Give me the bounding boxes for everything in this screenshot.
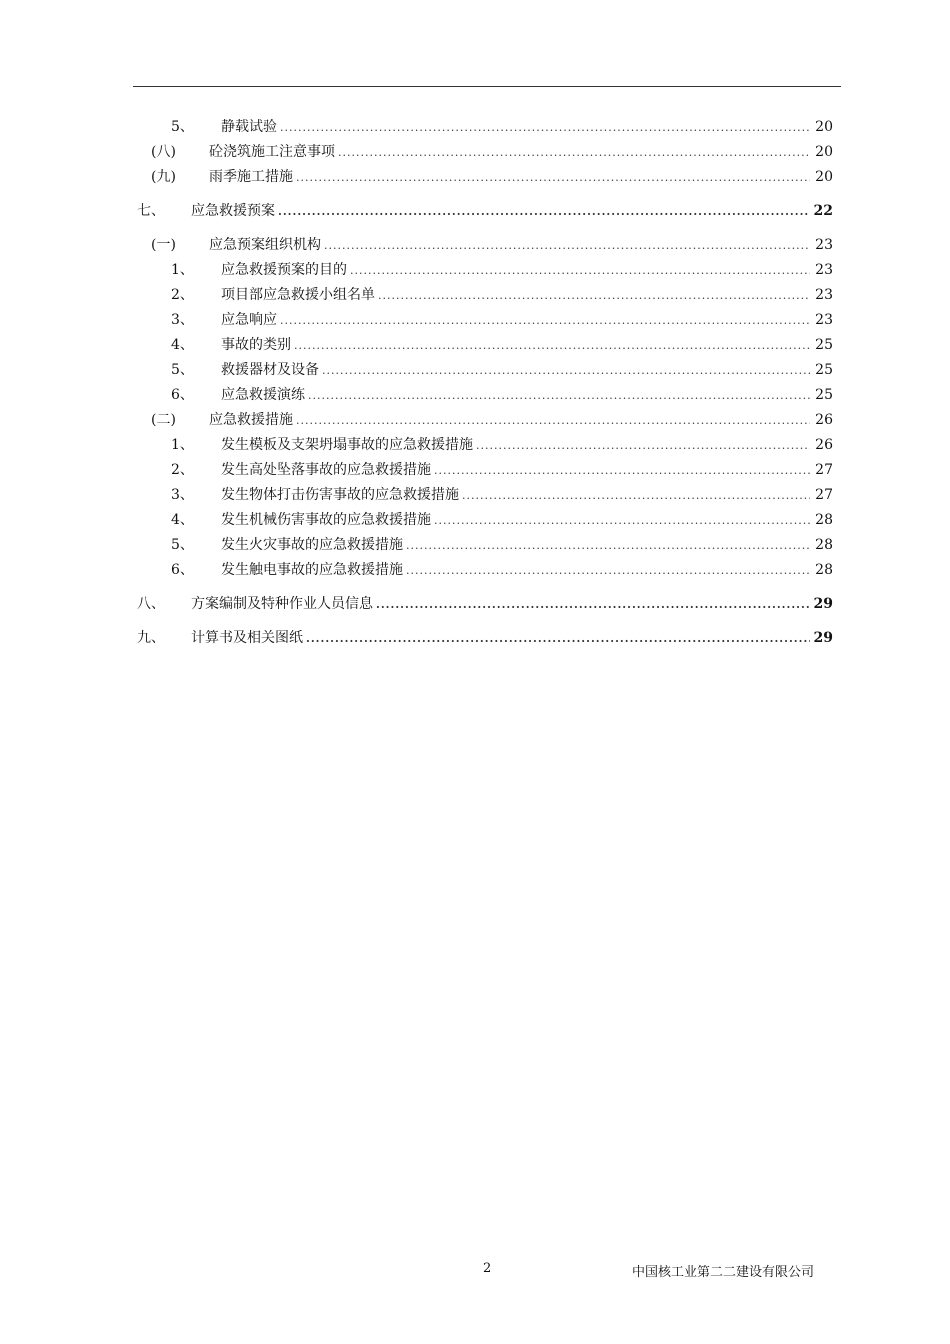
toc-entry[interactable] [133, 626, 833, 651]
toc-dot-leader [350, 258, 810, 283]
toc-entry-title: 计算书及相关图纸 [191, 630, 303, 646]
toc-entry-title: 发生火灾事故的应急救援措施 [221, 537, 403, 553]
toc-dot-leader [294, 333, 810, 358]
toc-dot-leader [406, 558, 810, 583]
toc-entry-number: 6、 [171, 387, 194, 403]
toc-entry[interactable] [133, 283, 833, 308]
toc-entry-page: 23 [815, 312, 833, 328]
toc-entry-page: 27 [815, 487, 833, 503]
toc-entry-title: 发生模板及支架坍塌事故的应急救援措施 [221, 437, 473, 453]
header-rule [133, 86, 841, 87]
toc-dot-leader [338, 140, 810, 165]
toc-dot-leader [322, 358, 810, 383]
toc-entry-page: 23 [815, 237, 833, 253]
toc-entry-number: (八) [151, 144, 176, 160]
toc-entry[interactable] [133, 558, 833, 583]
footer-page-number: 2 [483, 1261, 492, 1276]
toc-dot-leader [280, 115, 810, 140]
toc-entry[interactable] [133, 165, 833, 190]
toc-entry[interactable] [133, 508, 833, 533]
toc-entry-page: 29 [813, 630, 833, 646]
toc-entry-number: 3、 [171, 487, 194, 503]
toc-entry[interactable] [133, 308, 833, 333]
toc-dot-leader [324, 233, 810, 258]
toc-entry-title: 事故的类别 [221, 337, 291, 353]
toc-dot-leader [434, 508, 810, 533]
toc-entry-page: 23 [815, 287, 833, 303]
toc-entry-number: 1、 [171, 262, 194, 278]
toc-entry-title: 应急救援措施 [209, 412, 293, 428]
toc-dot-leader [434, 458, 810, 483]
toc-entry-title: 发生高处坠落事故的应急救援措施 [221, 462, 431, 478]
toc-entry-number: (九) [151, 169, 176, 185]
toc-entry-page: 20 [815, 144, 833, 160]
toc-entry-page: 20 [815, 119, 833, 135]
toc-entry[interactable] [133, 140, 833, 165]
toc-entry[interactable] [133, 592, 833, 617]
toc-dot-leader [376, 592, 810, 617]
toc-entry-page: 26 [815, 412, 833, 428]
toc-entry-title: 静载试验 [221, 119, 277, 135]
toc-entry[interactable] [133, 233, 833, 258]
toc-dot-leader [406, 533, 810, 558]
toc-entry-page: 25 [815, 337, 833, 353]
toc-entry-page: 29 [813, 596, 833, 612]
toc-dot-leader [296, 408, 810, 433]
toc-entry[interactable] [133, 199, 833, 224]
toc-entry[interactable] [133, 258, 833, 283]
toc-entry-title: 应急救援预案 [191, 203, 275, 219]
toc-dot-leader [378, 283, 810, 308]
toc-entry-number: 6、 [171, 562, 194, 578]
toc-entry[interactable] [133, 433, 833, 458]
toc-entry-number: 七、 [137, 203, 165, 219]
toc-entry-title: 砼浇筑施工注意事项 [209, 144, 335, 160]
toc-entry-number: 2、 [171, 287, 194, 303]
toc-entry-number: 八、 [137, 596, 165, 612]
toc-dot-leader [280, 308, 810, 333]
toc-entry-number: 2、 [171, 462, 194, 478]
toc-entry[interactable] [133, 115, 833, 140]
toc-entry-page: 28 [815, 537, 833, 553]
toc-dot-leader [278, 199, 810, 224]
toc-entry[interactable] [133, 533, 833, 558]
toc-entry-number: 4、 [171, 337, 194, 353]
toc-entry-number: 九、 [137, 630, 165, 646]
toc-entry-title: 项目部应急救援小组名单 [221, 287, 375, 303]
toc-entry-title: 发生触电事故的应急救援措施 [221, 562, 403, 578]
toc-entry-number: 4、 [171, 512, 194, 528]
toc-entry-page: 26 [815, 437, 833, 453]
footer-company-name: 中国核工业第二二建设有限公司 [632, 1265, 815, 1280]
toc-entry-number: 5、 [171, 119, 194, 135]
toc-entry-number: 3、 [171, 312, 194, 328]
toc-dot-leader [306, 626, 810, 651]
toc-entry-title: 应急预案组织机构 [209, 237, 321, 253]
toc-entry[interactable] [133, 333, 833, 358]
toc-dot-leader [308, 383, 810, 408]
toc-dot-leader [476, 433, 810, 458]
toc-entry-page: 23 [815, 262, 833, 278]
toc-entry-title: 救援器材及设备 [221, 362, 319, 378]
toc-entry-page: 27 [815, 462, 833, 478]
toc-entry[interactable] [133, 383, 833, 408]
toc-entry-page: 28 [815, 512, 833, 528]
toc-entry-page: 28 [815, 562, 833, 578]
toc-entry-title: 发生机械伤害事故的应急救援措施 [221, 512, 431, 528]
toc-entry[interactable] [133, 408, 833, 433]
toc-entry[interactable] [133, 483, 833, 508]
toc-entry-title: 雨季施工措施 [209, 169, 293, 185]
table-of-contents [133, 115, 833, 660]
toc-entry[interactable] [133, 358, 833, 383]
toc-entry-title: 应急救援演练 [221, 387, 305, 403]
toc-entry-number: (一) [151, 237, 176, 253]
toc-entry-title: 方案编制及特种作业人员信息 [191, 596, 373, 612]
toc-entry-number: 5、 [171, 362, 194, 378]
toc-entry-number: 5、 [171, 537, 194, 553]
toc-entry-page: 20 [815, 169, 833, 185]
toc-entry-title: 发生物体打击伤害事故的应急救援措施 [221, 487, 459, 503]
toc-entry-page: 25 [815, 387, 833, 403]
toc-entry-page: 25 [815, 362, 833, 378]
toc-entry-title: 应急响应 [221, 312, 277, 328]
toc-entry-number: (二) [151, 412, 176, 428]
toc-dot-leader [296, 165, 810, 190]
toc-entry[interactable] [133, 458, 833, 483]
toc-entry-number: 1、 [171, 437, 194, 453]
toc-dot-leader [462, 483, 810, 508]
toc-entry-page: 22 [813, 203, 833, 219]
toc-entry-title: 应急救援预案的目的 [221, 262, 347, 278]
